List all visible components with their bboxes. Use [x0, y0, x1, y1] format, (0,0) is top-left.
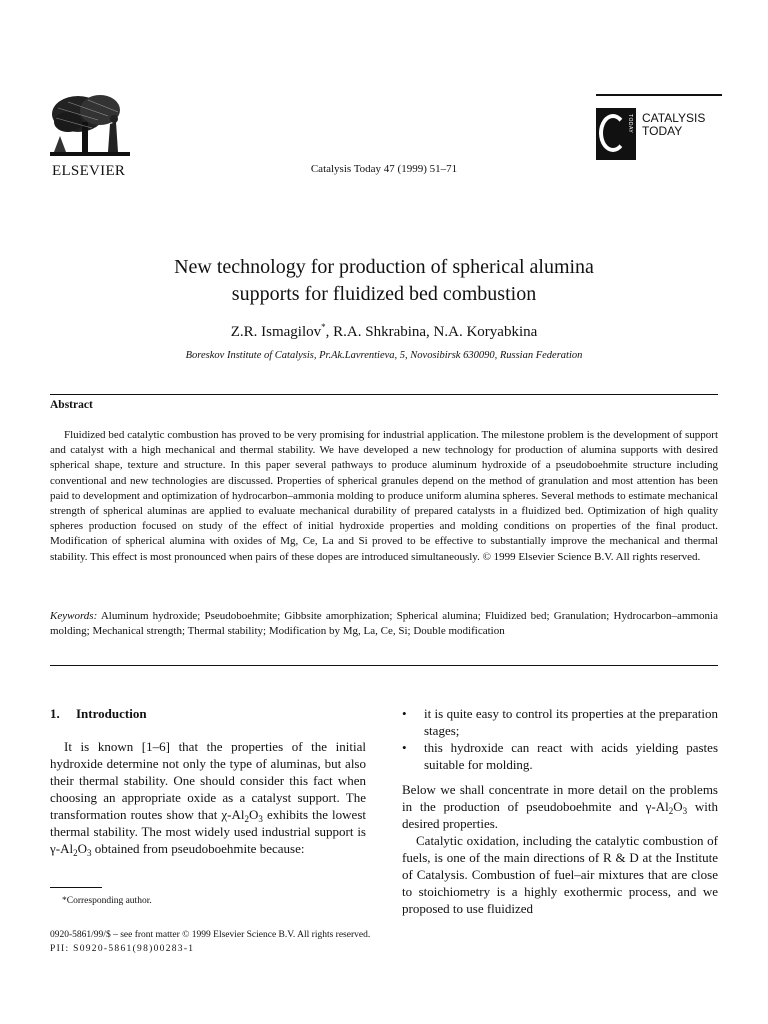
catalysis-today-logo: [596, 108, 726, 160]
copyright-line: 0920-5861/99/$ – see front matter © 1999 Elsevier Science B.V. All rights reserved.: [50, 930, 371, 940]
intro-paragraph-2: Below we shall concentrate in more detail on the problems in the production of pseudoboehmite and $\gamma-Al_2O_3$ with desired properties.: [402, 782, 719, 831]
catalysis-c-icon: [596, 108, 636, 160]
corresponding-author: Z.R. Ismagilov: [230, 324, 322, 340]
footnote: *Corresponding author.: [62, 896, 152, 906]
intro-paragraph-3: Catalytic oxidation, including the catalytic combustion of fuels, is one of the main directions of R & D at the Institute of Catalysis. Combustion of fuel–air mixtures that are close to stoichiometry is a highly exothermic process, and we proposed to use fluidized: [402, 833, 718, 916]
section-heading: [50, 705, 366, 722]
left-column: [50, 705, 366, 857]
title-line-2: supports for fluidized bed combustion: [231, 283, 537, 305]
keywords-text: Aluminum hydroxide; Pseudoboehmite; Gibbsite amorphization; Spherical alumina; Fluidized bed; Granulation; Hydrocarbon–ammonia molding; Mechanical strength; Thermal stability; Modification by Mg, La, Ce, Si; Double modification: [50, 610, 718, 638]
logo-line-1: CATALYSIS: [642, 111, 706, 125]
journal-citation: Catalysis Today 47 (1999) 51–71: [310, 163, 458, 175]
abstract-heading: Abstract: [50, 399, 93, 411]
elsevier-tree-icon: [48, 92, 132, 158]
bullet-item: • this hydroxide can react with acids yielding pastes suitable for molding.: [402, 740, 718, 772]
keywords-label: Keywords:: [50, 610, 98, 622]
title-line-1: New technology for production of spherical alumina: [174, 256, 594, 278]
logo-line-2: TODAY: [642, 124, 683, 138]
section-number: 1.: [50, 706, 60, 721]
abstract-text: Fluidized bed catalytic combustion has proved to be very promising for industrial application. The milestone problem is the development of support and catalyst with a high mechanical and thermal stability. We have developed a new technology for production of alumina supports with desired spherical shape, texture and structure. In this paper several pathways to produce aluminum hydroxide of a pseudoboehmite structure including conventional and new technologies are discussed. Properties of spherical granules depend on the method of granulation and most attention has been paid to development and optimization of hydrocarbon–ammonia molding to produce uniform alumina spheres. Several methods to estimate mechanical strength of spherical aluminas are applied to evaluate mechanical durability of prepared catalysts in a fluidized bed. Optimization of high quality spheres production focused on study of the effect of initial hydroxide properties and molding conditions on properties of the final product. Modification of spherical alumina with oxides of Mg, Ce, La and Si proved to be effective to substantially improve the mechanical and thermal stability. This effect is most pronounced when pairs of these dopes are introduced simultaneously. © 1999 Elsevier Science B.V. All rights reserved.: [50, 429, 718, 563]
front-matter: [50, 928, 370, 956]
article-title: [0, 254, 768, 308]
abstract-top-rule: [50, 394, 718, 395]
footnote-rule: [50, 887, 102, 888]
co-authors: , R.A. Shkrabina, N.A. Koryabkina: [325, 324, 538, 340]
corresponding-author-mark: *: [321, 322, 326, 332]
intro-paragraph-1: It is known [1–6] that the properties of the initial hydroxide determine not only the type of aluminas, but also their thermal stability. One should consider this fact when choosing an appropriate oxide as a catalyst support. The transformation routes show that $\chi-Al_2O_3$ exhibits the lowest thermal stability. The most widely used industrial support is $\gamma-Al_2O_3$ obtained from pseudoboehmite because:: [50, 739, 367, 858]
header-rule: [596, 94, 722, 96]
bullet-icon: •: [402, 740, 407, 755]
author-list: [0, 322, 768, 341]
pii-line: PII: S0920-5861(98)00283-1: [50, 944, 195, 954]
bullet-item: • it is quite easy to control its properties at the preparation stages;: [402, 706, 718, 738]
logo-vertical-text: TODAY: [627, 114, 633, 134]
right-column: [402, 705, 718, 917]
keywords: [50, 609, 718, 639]
bullet-icon: •: [402, 706, 407, 721]
logo-journal-name: [642, 112, 705, 138]
publisher-name: ELSEVIER: [52, 163, 126, 179]
affiliation: Boreskov Institute of Catalysis, Pr.Ak.Lavrentieva, 5, Novosibirsk 630090, Russian Federation: [185, 350, 583, 361]
section-title: Introduction: [76, 706, 147, 721]
abstract-bottom-rule: [50, 665, 718, 666]
